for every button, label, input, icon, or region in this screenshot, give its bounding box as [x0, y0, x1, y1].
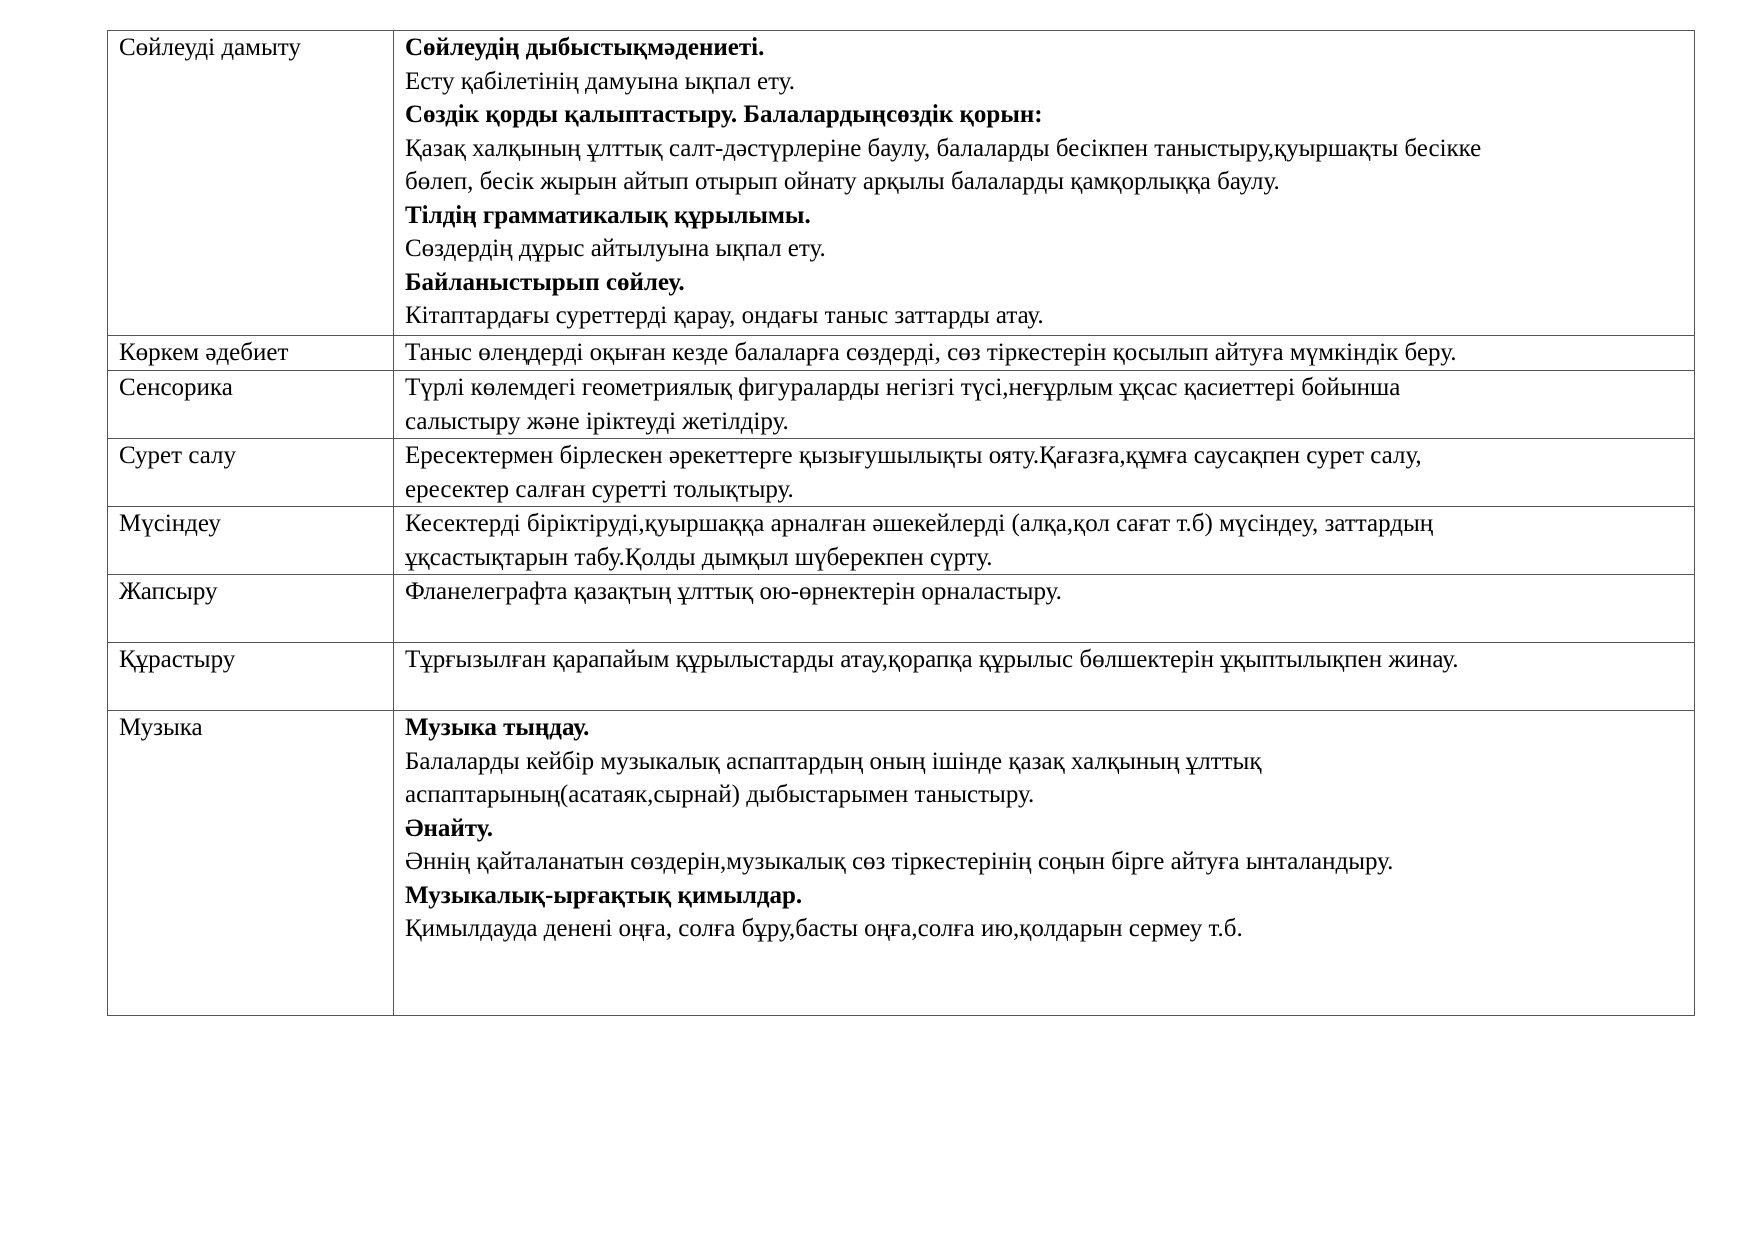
- content-line: Кітаптардағы суреттерді қарау, ондағы таныс заттарды атау.: [405, 302, 1044, 329]
- subject-cell: [108, 507, 394, 575]
- section-heading: Әнайту.: [405, 814, 493, 842]
- section-heading: Музыкалық-ырғақтық қимылдар.: [405, 881, 803, 909]
- content-line: Түрлі көлемдегі геометриялық фигураларды негізгі түсі,неғұрлым ұқсас қасиеттері бойынша: [405, 374, 1401, 401]
- content-line: бөлеп, бесік жырын айтып отырып ойнату арқылы балаларды қамқорлыққа баулу.: [405, 168, 1280, 195]
- content-cell: [394, 507, 1695, 575]
- table-row: [108, 507, 1695, 575]
- content-line: Кесектерді біріктіруді,қуыршаққа арналған әшекейлерді (алқа,қол сағат т.б) мүсіндеу, заттардың: [405, 510, 1434, 537]
- content-line: Фланелеграфта қазақтың ұлттық ою-өрнектерін орналастыру.: [405, 578, 1062, 605]
- content-cell: [394, 711, 1695, 1016]
- content-line: Есту қабілетінің дамуына ықпал ету.: [405, 67, 795, 95]
- subject-label: Көркем әдебиет: [119, 339, 289, 366]
- table-row: [108, 371, 1695, 439]
- subject-cell: [108, 439, 394, 507]
- content-cell: [394, 439, 1695, 507]
- content-line: Балаларды кейбір музыкалық аспаптардың оның ішінде қазақ халқының ұлттық: [405, 747, 1262, 775]
- subject-label: Жапсыру: [119, 578, 218, 605]
- section-heading: Байланыстырып сөйлеу.: [405, 268, 685, 296]
- subject-label: Сурет салу: [119, 442, 237, 469]
- subject-cell: [108, 643, 394, 711]
- content-cell: [394, 575, 1695, 643]
- content-line: Тұрғызылған қарапайым құрылыстарды атау,қорапқа құрылыс бөлшектерін ұқыптылықпен жинау.: [405, 646, 1459, 673]
- content-line: ұқсастықтарын табу.Қолды дымқыл шүберекпен сүрту.: [405, 543, 993, 571]
- table-row: [108, 643, 1695, 711]
- content-line: Қимылдауда денені оңға, солға бұру,басты оңға,солға ию,қолдарын сермеу т.б.: [405, 915, 1243, 942]
- content-cell: [394, 643, 1695, 711]
- section-heading: Тілдің грамматикалық құрылымы.: [405, 201, 811, 229]
- section-heading: Музыка тыңдау.: [405, 714, 590, 741]
- section-heading: Сөйлеудің дыбыстықмәдениеті.: [405, 34, 765, 61]
- content-line: Қазақ халқының ұлттық салт-дәстүрлеріне баулу, балаларды бесікпен таныстыру,қуыршақты бесікке: [405, 134, 1482, 162]
- content-cell: [394, 371, 1695, 439]
- section-heading: Сөздік қорды қалыптастыру. Балалардыңсөздік қорын:: [405, 101, 1043, 128]
- table-row: [108, 336, 1695, 371]
- content-cell: [394, 336, 1695, 371]
- table-row: [108, 31, 1695, 336]
- content-line: Әннің қайталанатын сөздерін,музыкалық сөз тіркестерінің соңын бірге айтуға ынталандыру.: [405, 848, 1394, 875]
- table-row: [108, 575, 1695, 643]
- subject-cell: [108, 575, 394, 643]
- subject-label: Музыка: [119, 714, 203, 741]
- content-cell: [394, 31, 1695, 336]
- table-row: [108, 711, 1695, 1016]
- content-line: салыстыру және іріктеуді жетілдіру.: [405, 407, 789, 435]
- subject-cell: [108, 336, 394, 371]
- content-line: Ересектермен бірлескен әрекеттерге қызығушылықты ояту.Қағазға,құмға саусақпен сурет салу,: [405, 442, 1422, 469]
- subject-cell: [108, 31, 394, 336]
- table-row: [108, 439, 1695, 507]
- subject-cell: [108, 371, 394, 439]
- content-line: Таныс өлеңдерді оқыған кезде балаларға сөздерді, сөз тіркестерін қосылып айтуға мүмкіндік беру.: [405, 339, 1457, 366]
- subject-label: Сенсорика: [119, 374, 233, 401]
- subject-label: Сөйлеуді дамыту: [119, 34, 301, 61]
- content-line: аспаптарының(асатаяк,сырнай) дыбыстарымен таныстыру.: [405, 781, 1035, 808]
- content-line: ересектер салған суретті толықтыру.: [405, 475, 794, 503]
- subject-label: Мүсіндеу: [119, 510, 221, 537]
- subject-label: Құрастыру: [119, 646, 236, 673]
- content-line: Сөздердің дұрыс айтылуына ықпал ету.: [405, 235, 826, 262]
- subject-cell: [108, 711, 394, 1016]
- curriculum-table: [107, 30, 1695, 1016]
